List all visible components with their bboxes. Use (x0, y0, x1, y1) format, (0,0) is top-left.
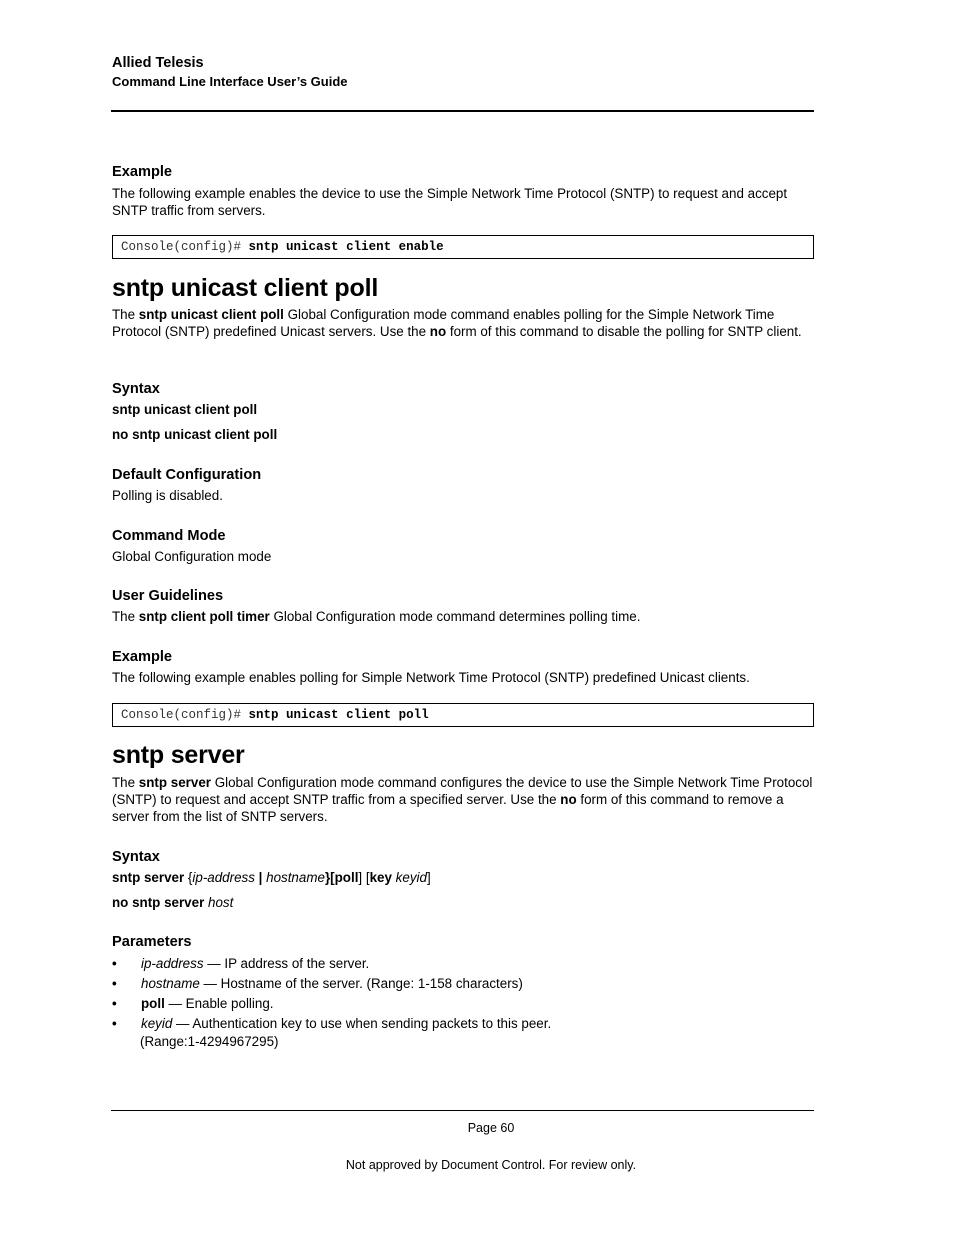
user-guidelines-text: The sntp client poll timer Global Configuration mode command determines polling time. (112, 609, 641, 624)
bullet-icon: • (112, 996, 117, 1011)
example-text: The following example enables the device to use the Simple Network Time Protocol (SNTP) to request and accept SNTP traffic from servers. (112, 186, 788, 218)
syntax-line: sntp server {ip-address | hostname}[poll] [key keyid] (112, 870, 431, 885)
code-block (112, 703, 814, 727)
syntax-heading: Syntax (112, 849, 160, 865)
parameters-heading: Parameters (112, 934, 192, 950)
console-command: sntp unicast client enable (248, 240, 444, 254)
review-notice: Not approved by Document Control. For review only. (345, 1158, 637, 1172)
section-title-server: sntp server (112, 741, 245, 769)
default-config-text: Polling is disabled. (112, 488, 223, 503)
server-description: The sntp server Global Configuration mode command configures the device to use the Simple Network Time Protocol (SNTP) to request and accept SNTP traffic from a specified server. Use the no form of this command to remove a server from the list of SNTP servers. (112, 775, 813, 824)
command-mode-text: Global Configuration mode (112, 549, 272, 564)
bullet-icon: • (112, 1016, 117, 1031)
bullet-icon: • (112, 976, 117, 991)
section-title-poll: sntp unicast client poll (112, 274, 379, 302)
company-name: Allied Telesis (112, 55, 204, 71)
example-heading: Example (112, 164, 173, 180)
example-text: The following example enables polling for Simple Network Time Protocol (SNTP) predefined Unicast clients. (112, 670, 750, 685)
guide-title: Command Line Interface User’s Guide (112, 74, 348, 89)
command-mode-heading: Command Mode (112, 528, 226, 544)
syntax-heading: Syntax (112, 381, 160, 397)
poll-description: The sntp unicast client poll Global Configuration mode command enables polling for the Simple Network Time Protocol (SNTP) predefined Unicast servers. Use the no form of this command to disable the polling for SNTP client. (112, 307, 802, 339)
header-rule (111, 110, 814, 112)
console-prompt: Console(config)# (121, 708, 242, 722)
footer-rule (111, 1110, 814, 1111)
syntax-line: no sntp server host (112, 895, 234, 910)
syntax-line: sntp unicast client poll (112, 402, 258, 417)
console-command: sntp unicast client poll (248, 708, 429, 722)
default-config-heading: Default Configuration (112, 467, 262, 483)
syntax-line: no sntp unicast client poll (112, 427, 278, 442)
console-prompt: Console(config)# (121, 240, 242, 254)
user-guidelines-heading: User Guidelines (112, 588, 224, 604)
code-block (112, 235, 814, 259)
bullet-icon: • (112, 956, 117, 971)
param-range: (Range:1-4294967295) (140, 1034, 279, 1049)
page-number: Page 60 (467, 1121, 515, 1135)
example-heading: Example (112, 649, 173, 665)
